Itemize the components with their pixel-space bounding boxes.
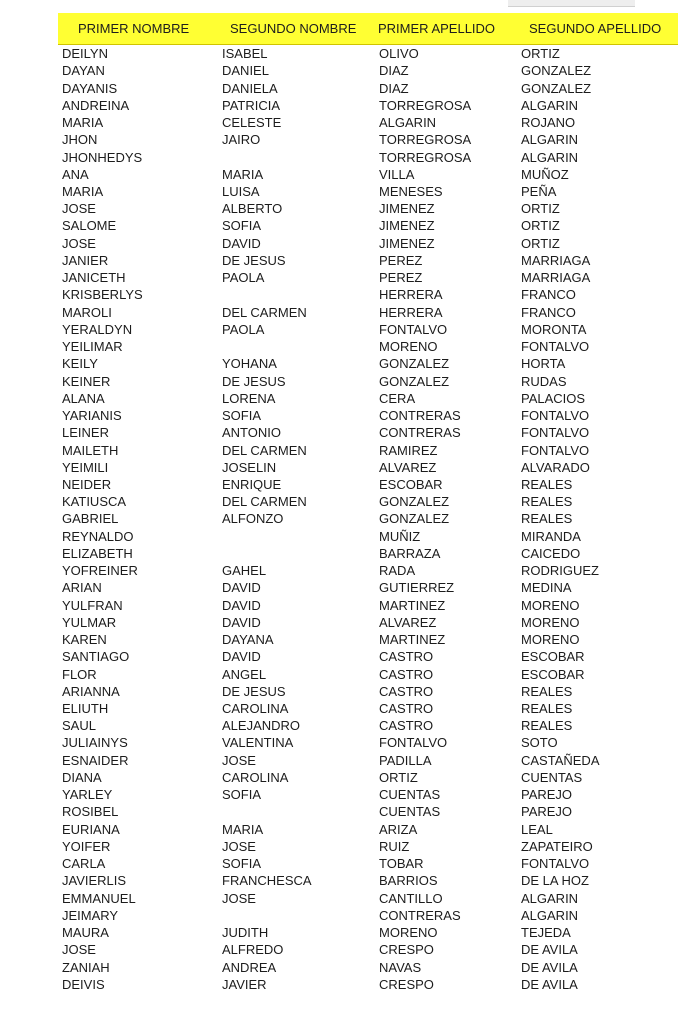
- cell-segundo-apellido: ZAPATEIRO: [521, 838, 593, 854]
- cell-primer-apellido: OLIVO: [379, 46, 419, 62]
- cell-primer-apellido: TORREGROSA: [379, 149, 472, 165]
- cell-segundo-nombre: CELESTE: [222, 115, 282, 131]
- cell-primer-nombre: YULFRAN: [62, 597, 123, 613]
- cell-segundo-apellido: ORTIZ: [521, 235, 560, 251]
- cell-primer-apellido: CASTRO: [379, 718, 434, 734]
- cell-segundo-nombre: DANIEL: [222, 63, 269, 79]
- cell-primer-nombre: KAREN: [62, 632, 107, 648]
- cell-segundo-apellido: MARRIAGA: [521, 252, 591, 268]
- cell-segundo-nombre: JOSE: [222, 890, 256, 906]
- cell-primer-apellido: CUENTAS: [379, 804, 441, 820]
- table-row: [58, 562, 678, 579]
- cell-segundo-nombre: MARIA: [222, 821, 264, 837]
- cell-segundo-nombre: DEL CARMEN: [222, 304, 307, 320]
- cell-primer-nombre: REYNALDO: [62, 528, 134, 544]
- table-body: [58, 45, 678, 993]
- cell-segundo-apellido: ALGARIN: [521, 132, 579, 148]
- cell-segundo-apellido: PALACIOS: [521, 390, 586, 406]
- cell-segundo-nombre: JAIRO: [222, 132, 261, 148]
- cell-segundo-nombre: DAVID: [222, 597, 261, 613]
- table-row: [58, 976, 678, 993]
- cell-segundo-nombre: GAHEL: [222, 563, 267, 579]
- cell-segundo-nombre: SOFIA: [222, 787, 262, 803]
- cell-segundo-apellido: FONTALVO: [521, 339, 590, 355]
- cell-segundo-apellido: SOTO: [521, 735, 558, 751]
- cell-segundo-nombre: JOSE: [222, 838, 256, 854]
- cell-segundo-apellido: FONTALVO: [521, 442, 590, 458]
- cell-primer-apellido: BARRIOS: [379, 873, 438, 889]
- table-row: [58, 838, 678, 855]
- table-row: [58, 441, 678, 458]
- cell-primer-nombre: KATIUSCA: [62, 494, 127, 510]
- cell-segundo-nombre: VALENTINA: [222, 735, 294, 751]
- cell-primer-nombre: YOFREINER: [62, 563, 138, 579]
- cell-primer-nombre: KEILY: [62, 356, 98, 372]
- table-row: [58, 390, 678, 407]
- cell-segundo-nombre: ALFONZO: [222, 511, 284, 527]
- cell-primer-nombre: GABRIEL: [62, 511, 119, 527]
- cell-primer-nombre: ESNAIDER: [62, 752, 129, 768]
- table-row: [58, 597, 678, 614]
- table-row: [58, 924, 678, 941]
- cell-primer-nombre: YARLEY: [62, 787, 113, 803]
- cell-segundo-nombre: ANDREA: [222, 959, 277, 975]
- table-row: [58, 459, 678, 476]
- cell-segundo-nombre: ENRIQUE: [222, 476, 282, 492]
- cell-segundo-apellido: ROJANO: [521, 115, 576, 131]
- cell-primer-nombre: KEINER: [62, 373, 111, 389]
- cell-primer-nombre: ALANA: [62, 390, 105, 406]
- table-row: [58, 148, 678, 165]
- cell-segundo-nombre: DAVID: [222, 235, 261, 251]
- cell-primer-apellido: DIAZ: [379, 63, 409, 79]
- cell-primer-apellido: GUTIERREZ: [379, 580, 455, 596]
- table-row: [58, 114, 678, 131]
- cell-segundo-nombre: YOHANA: [222, 356, 277, 372]
- cell-primer-apellido: GONZALEZ: [379, 511, 450, 527]
- cell-primer-apellido: PEREZ: [379, 270, 423, 286]
- cell-segundo-apellido: ORTIZ: [521, 218, 560, 234]
- cell-segundo-nombre: ANGEL: [222, 666, 267, 682]
- table-row: [58, 803, 678, 820]
- table-row: [58, 166, 678, 183]
- cell-segundo-apellido: HORTA: [521, 356, 566, 372]
- table-row: [58, 252, 678, 269]
- cell-primer-apellido: CASTRO: [379, 683, 434, 699]
- cell-primer-nombre: MAURA: [62, 925, 109, 941]
- cell-primer-apellido: JIMENEZ: [379, 218, 435, 234]
- table-row: [58, 855, 678, 872]
- cell-segundo-apellido: REALES: [521, 683, 573, 699]
- cell-segundo-apellido: GONZALEZ: [521, 80, 592, 96]
- cell-primer-apellido: MARTINEZ: [379, 597, 446, 613]
- cell-primer-apellido: CUENTAS: [379, 787, 441, 803]
- cell-primer-apellido: JIMENEZ: [379, 201, 435, 217]
- cell-primer-nombre: JOSE: [62, 235, 96, 251]
- table-row: [58, 821, 678, 838]
- cell-primer-nombre: SALOME: [62, 218, 117, 234]
- table-row: [58, 786, 678, 803]
- cell-primer-nombre: EURIANA: [62, 821, 120, 837]
- cell-primer-nombre: DAYAN: [62, 63, 105, 79]
- cell-primer-apellido: TORREGROSA: [379, 97, 472, 113]
- cell-primer-apellido: FONTALVO: [379, 321, 448, 337]
- table-row: [58, 493, 678, 510]
- cell-primer-nombre: MAILETH: [62, 442, 119, 458]
- table-row: [58, 631, 678, 648]
- cell-primer-nombre: JANIER: [62, 252, 109, 268]
- cell-primer-nombre: MARIA: [62, 115, 104, 131]
- cell-segundo-nombre: DE JESUS: [222, 373, 286, 389]
- cell-primer-nombre: DEIVIS: [62, 976, 105, 992]
- cell-primer-apellido: NAVAS: [379, 959, 422, 975]
- table-row: [58, 889, 678, 906]
- table-row: [58, 321, 678, 338]
- cell-segundo-apellido: ALGARIN: [521, 890, 579, 906]
- cell-segundo-apellido: PAREJO: [521, 804, 573, 820]
- cell-primer-nombre: SAUL: [62, 718, 96, 734]
- cell-primer-nombre: NEIDER: [62, 476, 112, 492]
- table-row: [58, 269, 678, 286]
- cell-primer-apellido: MORENO: [379, 925, 438, 941]
- cell-primer-apellido: RUIZ: [379, 838, 410, 854]
- top-edge-strip: [508, 0, 635, 7]
- table-row: [58, 338, 678, 355]
- cell-primer-nombre: JOSE: [62, 201, 96, 217]
- table-row: [58, 183, 678, 200]
- cell-segundo-apellido: DE AVILA: [521, 942, 578, 958]
- table-row: [58, 62, 678, 79]
- cell-segundo-apellido: DE AVILA: [521, 959, 578, 975]
- cell-primer-nombre: LEINER: [62, 425, 109, 441]
- cell-segundo-apellido: ALGARIN: [521, 149, 579, 165]
- table-row: [58, 200, 678, 217]
- table-row: [58, 355, 678, 372]
- cell-segundo-nombre: CAROLINA: [222, 701, 289, 717]
- header-segundo-apellido: SEGUNDO APELLIDO: [529, 21, 662, 36]
- cell-primer-apellido: PADILLA: [379, 752, 432, 768]
- cell-segundo-apellido: LEAL: [521, 821, 553, 837]
- cell-segundo-apellido: ALGARIN: [521, 97, 579, 113]
- cell-primer-apellido: ORTIZ: [379, 769, 418, 785]
- cell-primer-apellido: CASTRO: [379, 666, 434, 682]
- cell-primer-apellido: CRESPO: [379, 942, 434, 958]
- cell-primer-nombre: JOSE: [62, 942, 96, 958]
- table-row: [58, 545, 678, 562]
- table-row: [58, 941, 678, 958]
- cell-primer-nombre: YOIFER: [62, 838, 111, 854]
- cell-primer-nombre: ARIANNA: [62, 683, 120, 699]
- cell-segundo-nombre: JAVIER: [222, 976, 267, 992]
- cell-primer-apellido: RAMIREZ: [379, 442, 438, 458]
- table-row: [58, 131, 678, 148]
- cell-segundo-apellido: DE AVILA: [521, 976, 578, 992]
- table-row: [58, 958, 678, 975]
- table-row: [58, 476, 678, 493]
- cell-primer-nombre: YEILIMAR: [62, 339, 123, 355]
- cell-segundo-nombre: JOSE: [222, 752, 256, 768]
- cell-segundo-nombre: LORENA: [222, 390, 276, 406]
- cell-segundo-apellido: FONTALVO: [521, 856, 590, 872]
- cell-segundo-nombre: DAVID: [222, 614, 261, 630]
- cell-segundo-apellido: ALVARADO: [521, 459, 590, 475]
- cell-primer-nombre: YERALDYN: [62, 321, 133, 337]
- cell-segundo-nombre: PATRICIA: [222, 97, 281, 113]
- cell-primer-apellido: RADA: [379, 563, 416, 579]
- cell-segundo-apellido: RUDAS: [521, 373, 567, 389]
- cell-primer-nombre: ELIUTH: [62, 701, 109, 717]
- cell-segundo-apellido: ORTIZ: [521, 46, 560, 62]
- cell-segundo-nombre: CAROLINA: [222, 769, 289, 785]
- table-row: [58, 424, 678, 441]
- cell-primer-nombre: ELIZABETH: [62, 545, 133, 561]
- names-table: [58, 13, 678, 993]
- cell-primer-nombre: YEIMILI: [62, 459, 109, 475]
- cell-segundo-apellido: MARRIAGA: [521, 270, 591, 286]
- cell-segundo-nombre: SOFIA: [222, 218, 262, 234]
- table-row: [58, 579, 678, 596]
- cell-segundo-nombre: ANTONIO: [222, 425, 281, 441]
- cell-primer-apellido: VILLA: [379, 166, 415, 182]
- cell-segundo-apellido: REALES: [521, 701, 573, 717]
- table-row: [58, 97, 678, 114]
- cell-primer-nombre: EMMANUEL: [62, 890, 136, 906]
- header-segundo-nombre: SEGUNDO NOMBRE: [230, 21, 357, 36]
- cell-segundo-apellido: TEJEDA: [521, 925, 571, 941]
- cell-primer-apellido: GONZALEZ: [379, 356, 450, 372]
- table-row: [58, 769, 678, 786]
- table-header-row: [58, 13, 678, 45]
- cell-primer-apellido: CRESPO: [379, 976, 434, 992]
- cell-segundo-nombre: DEL CARMEN: [222, 494, 307, 510]
- cell-primer-apellido: DIAZ: [379, 80, 409, 96]
- cell-segundo-apellido: MORENO: [521, 614, 580, 630]
- cell-segundo-nombre: DAYANA: [222, 632, 274, 648]
- cell-primer-apellido: HERRERA: [379, 304, 443, 320]
- cell-segundo-apellido: CUENTAS: [521, 769, 583, 785]
- table-row: [58, 45, 678, 62]
- cell-primer-apellido: GONZALEZ: [379, 494, 450, 510]
- cell-primer-apellido: PEREZ: [379, 252, 423, 268]
- cell-primer-nombre: JHON: [62, 132, 98, 148]
- cell-primer-apellido: CERA: [379, 390, 416, 406]
- cell-primer-apellido: MUÑIZ: [379, 528, 421, 544]
- header-primer-apellido: PRIMER APELLIDO: [378, 21, 496, 36]
- cell-segundo-nombre: JOSELIN: [222, 459, 277, 475]
- cell-segundo-nombre: DAVID: [222, 580, 261, 596]
- table-row: [58, 683, 678, 700]
- table-row: [58, 648, 678, 665]
- cell-primer-nombre: DAYANIS: [62, 80, 118, 96]
- table-row: [58, 235, 678, 252]
- cell-segundo-apellido: REALES: [521, 718, 573, 734]
- table-row: [58, 79, 678, 96]
- cell-primer-apellido: GONZALEZ: [379, 373, 450, 389]
- cell-segundo-apellido: PEÑA: [521, 183, 557, 199]
- cell-segundo-nombre: DANIELA: [222, 80, 278, 96]
- table-row: [58, 372, 678, 389]
- cell-segundo-nombre: DE JESUS: [222, 252, 286, 268]
- table-row: [58, 734, 678, 751]
- cell-primer-nombre: JEIMARY: [62, 907, 119, 923]
- cell-primer-nombre: ANDREINA: [62, 97, 130, 113]
- cell-primer-apellido: CONTRERAS: [379, 425, 461, 441]
- cell-primer-apellido: TORREGROSA: [379, 132, 472, 148]
- cell-primer-apellido: HERRERA: [379, 287, 443, 303]
- cell-primer-nombre: FLOR: [62, 666, 97, 682]
- cell-segundo-apellido: GONZALEZ: [521, 63, 592, 79]
- cell-primer-apellido: CONTRERAS: [379, 408, 461, 424]
- cell-primer-nombre: CARLA: [62, 856, 106, 872]
- cell-segundo-nombre: ALBERTO: [222, 201, 283, 217]
- cell-primer-nombre: ANA: [62, 166, 89, 182]
- cell-segundo-nombre: FRANCHESCA: [222, 873, 312, 889]
- cell-primer-apellido: MENESES: [379, 183, 443, 199]
- cell-primer-apellido: CASTRO: [379, 649, 434, 665]
- cell-segundo-nombre: PAOLA: [222, 321, 265, 337]
- cell-primer-nombre: JANICETH: [62, 270, 126, 286]
- cell-segundo-apellido: MEDINA: [521, 580, 572, 596]
- cell-segundo-apellido: CASTAÑEDA: [521, 752, 600, 768]
- cell-primer-nombre: YARIANIS: [62, 408, 122, 424]
- cell-segundo-nombre: DEL CARMEN: [222, 442, 307, 458]
- cell-segundo-apellido: FRANCO: [521, 304, 576, 320]
- table-row: [58, 872, 678, 889]
- cell-primer-nombre: SANTIAGO: [62, 649, 130, 665]
- cell-segundo-nombre: ALFREDO: [222, 942, 284, 958]
- cell-primer-apellido: CONTRERAS: [379, 907, 461, 923]
- cell-primer-nombre: KRISBERLYS: [62, 287, 143, 303]
- table-row: [58, 528, 678, 545]
- cell-primer-nombre: JAVIERLIS: [62, 873, 127, 889]
- table-row: [58, 286, 678, 303]
- cell-segundo-nombre: PAOLA: [222, 270, 265, 286]
- table-row: [58, 717, 678, 734]
- cell-segundo-apellido: ALGARIN: [521, 907, 579, 923]
- cell-primer-apellido: ARIZA: [379, 821, 418, 837]
- cell-primer-apellido: JIMENEZ: [379, 235, 435, 251]
- cell-primer-apellido: MORENO: [379, 339, 438, 355]
- cell-primer-apellido: MARTINEZ: [379, 632, 446, 648]
- cell-segundo-apellido: FRANCO: [521, 287, 576, 303]
- table-row: [58, 907, 678, 924]
- cell-segundo-nombre: SOFIA: [222, 856, 262, 872]
- cell-segundo-apellido: MORENO: [521, 632, 580, 648]
- cell-segundo-apellido: MORONTA: [521, 321, 587, 337]
- cell-segundo-apellido: MUÑOZ: [521, 166, 569, 182]
- cell-primer-apellido: BARRAZA: [379, 545, 441, 561]
- table-row: [58, 407, 678, 424]
- table-row: [58, 304, 678, 321]
- cell-segundo-apellido: REALES: [521, 511, 573, 527]
- cell-primer-nombre: ROSIBEL: [62, 804, 119, 820]
- cell-primer-apellido: ALVAREZ: [379, 614, 437, 630]
- cell-segundo-apellido: RODRIGUEZ: [521, 563, 599, 579]
- cell-primer-apellido: FONTALVO: [379, 735, 448, 751]
- cell-segundo-apellido: ESCOBAR: [521, 649, 585, 665]
- cell-primer-apellido: TOBAR: [379, 856, 424, 872]
- cell-segundo-apellido: REALES: [521, 494, 573, 510]
- cell-segundo-apellido: PAREJO: [521, 787, 573, 803]
- cell-segundo-apellido: MORENO: [521, 597, 580, 613]
- cell-segundo-apellido: CAICEDO: [521, 545, 581, 561]
- cell-primer-nombre: MARIA: [62, 183, 104, 199]
- cell-primer-nombre: YULMAR: [62, 614, 117, 630]
- cell-primer-apellido: CASTRO: [379, 701, 434, 717]
- header-primer-nombre: PRIMER NOMBRE: [78, 21, 190, 36]
- cell-segundo-apellido: DE LA HOZ: [521, 873, 589, 889]
- cell-segundo-nombre: SOFIA: [222, 408, 262, 424]
- cell-segundo-nombre: ALEJANDRO: [222, 718, 301, 734]
- cell-segundo-nombre: ISABEL: [222, 46, 268, 62]
- cell-segundo-apellido: FONTALVO: [521, 425, 590, 441]
- cell-primer-apellido: CANTILLO: [379, 890, 443, 906]
- cell-primer-nombre: ARIAN: [62, 580, 102, 596]
- cell-segundo-apellido: FONTALVO: [521, 408, 590, 424]
- cell-segundo-apellido: MIRANDA: [521, 528, 581, 544]
- cell-segundo-nombre: MARIA: [222, 166, 264, 182]
- cell-primer-apellido: ALGARIN: [379, 115, 437, 131]
- cell-segundo-nombre: DAVID: [222, 649, 261, 665]
- cell-primer-apellido: ALVAREZ: [379, 459, 437, 475]
- cell-primer-nombre: ZANIAH: [62, 959, 110, 975]
- cell-primer-nombre: DEILYN: [62, 46, 108, 62]
- cell-segundo-nombre: DE JESUS: [222, 683, 286, 699]
- table-row: [58, 665, 678, 682]
- cell-segundo-nombre: LUISA: [222, 183, 260, 199]
- cell-primer-nombre: JULIAINYS: [62, 735, 128, 751]
- table-row: [58, 752, 678, 769]
- cell-primer-nombre: DIANA: [62, 769, 102, 785]
- table-row: [58, 700, 678, 717]
- cell-primer-nombre: MAROLI: [62, 304, 112, 320]
- cell-segundo-nombre: JUDITH: [222, 925, 269, 941]
- cell-segundo-apellido: ORTIZ: [521, 201, 560, 217]
- cell-segundo-apellido: ESCOBAR: [521, 666, 585, 682]
- table-row: [58, 217, 678, 234]
- table-row: [58, 614, 678, 631]
- cell-primer-nombre: JHONHEDYS: [62, 149, 143, 165]
- cell-segundo-apellido: REALES: [521, 476, 573, 492]
- cell-primer-apellido: ESCOBAR: [379, 476, 443, 492]
- table-row: [58, 510, 678, 527]
